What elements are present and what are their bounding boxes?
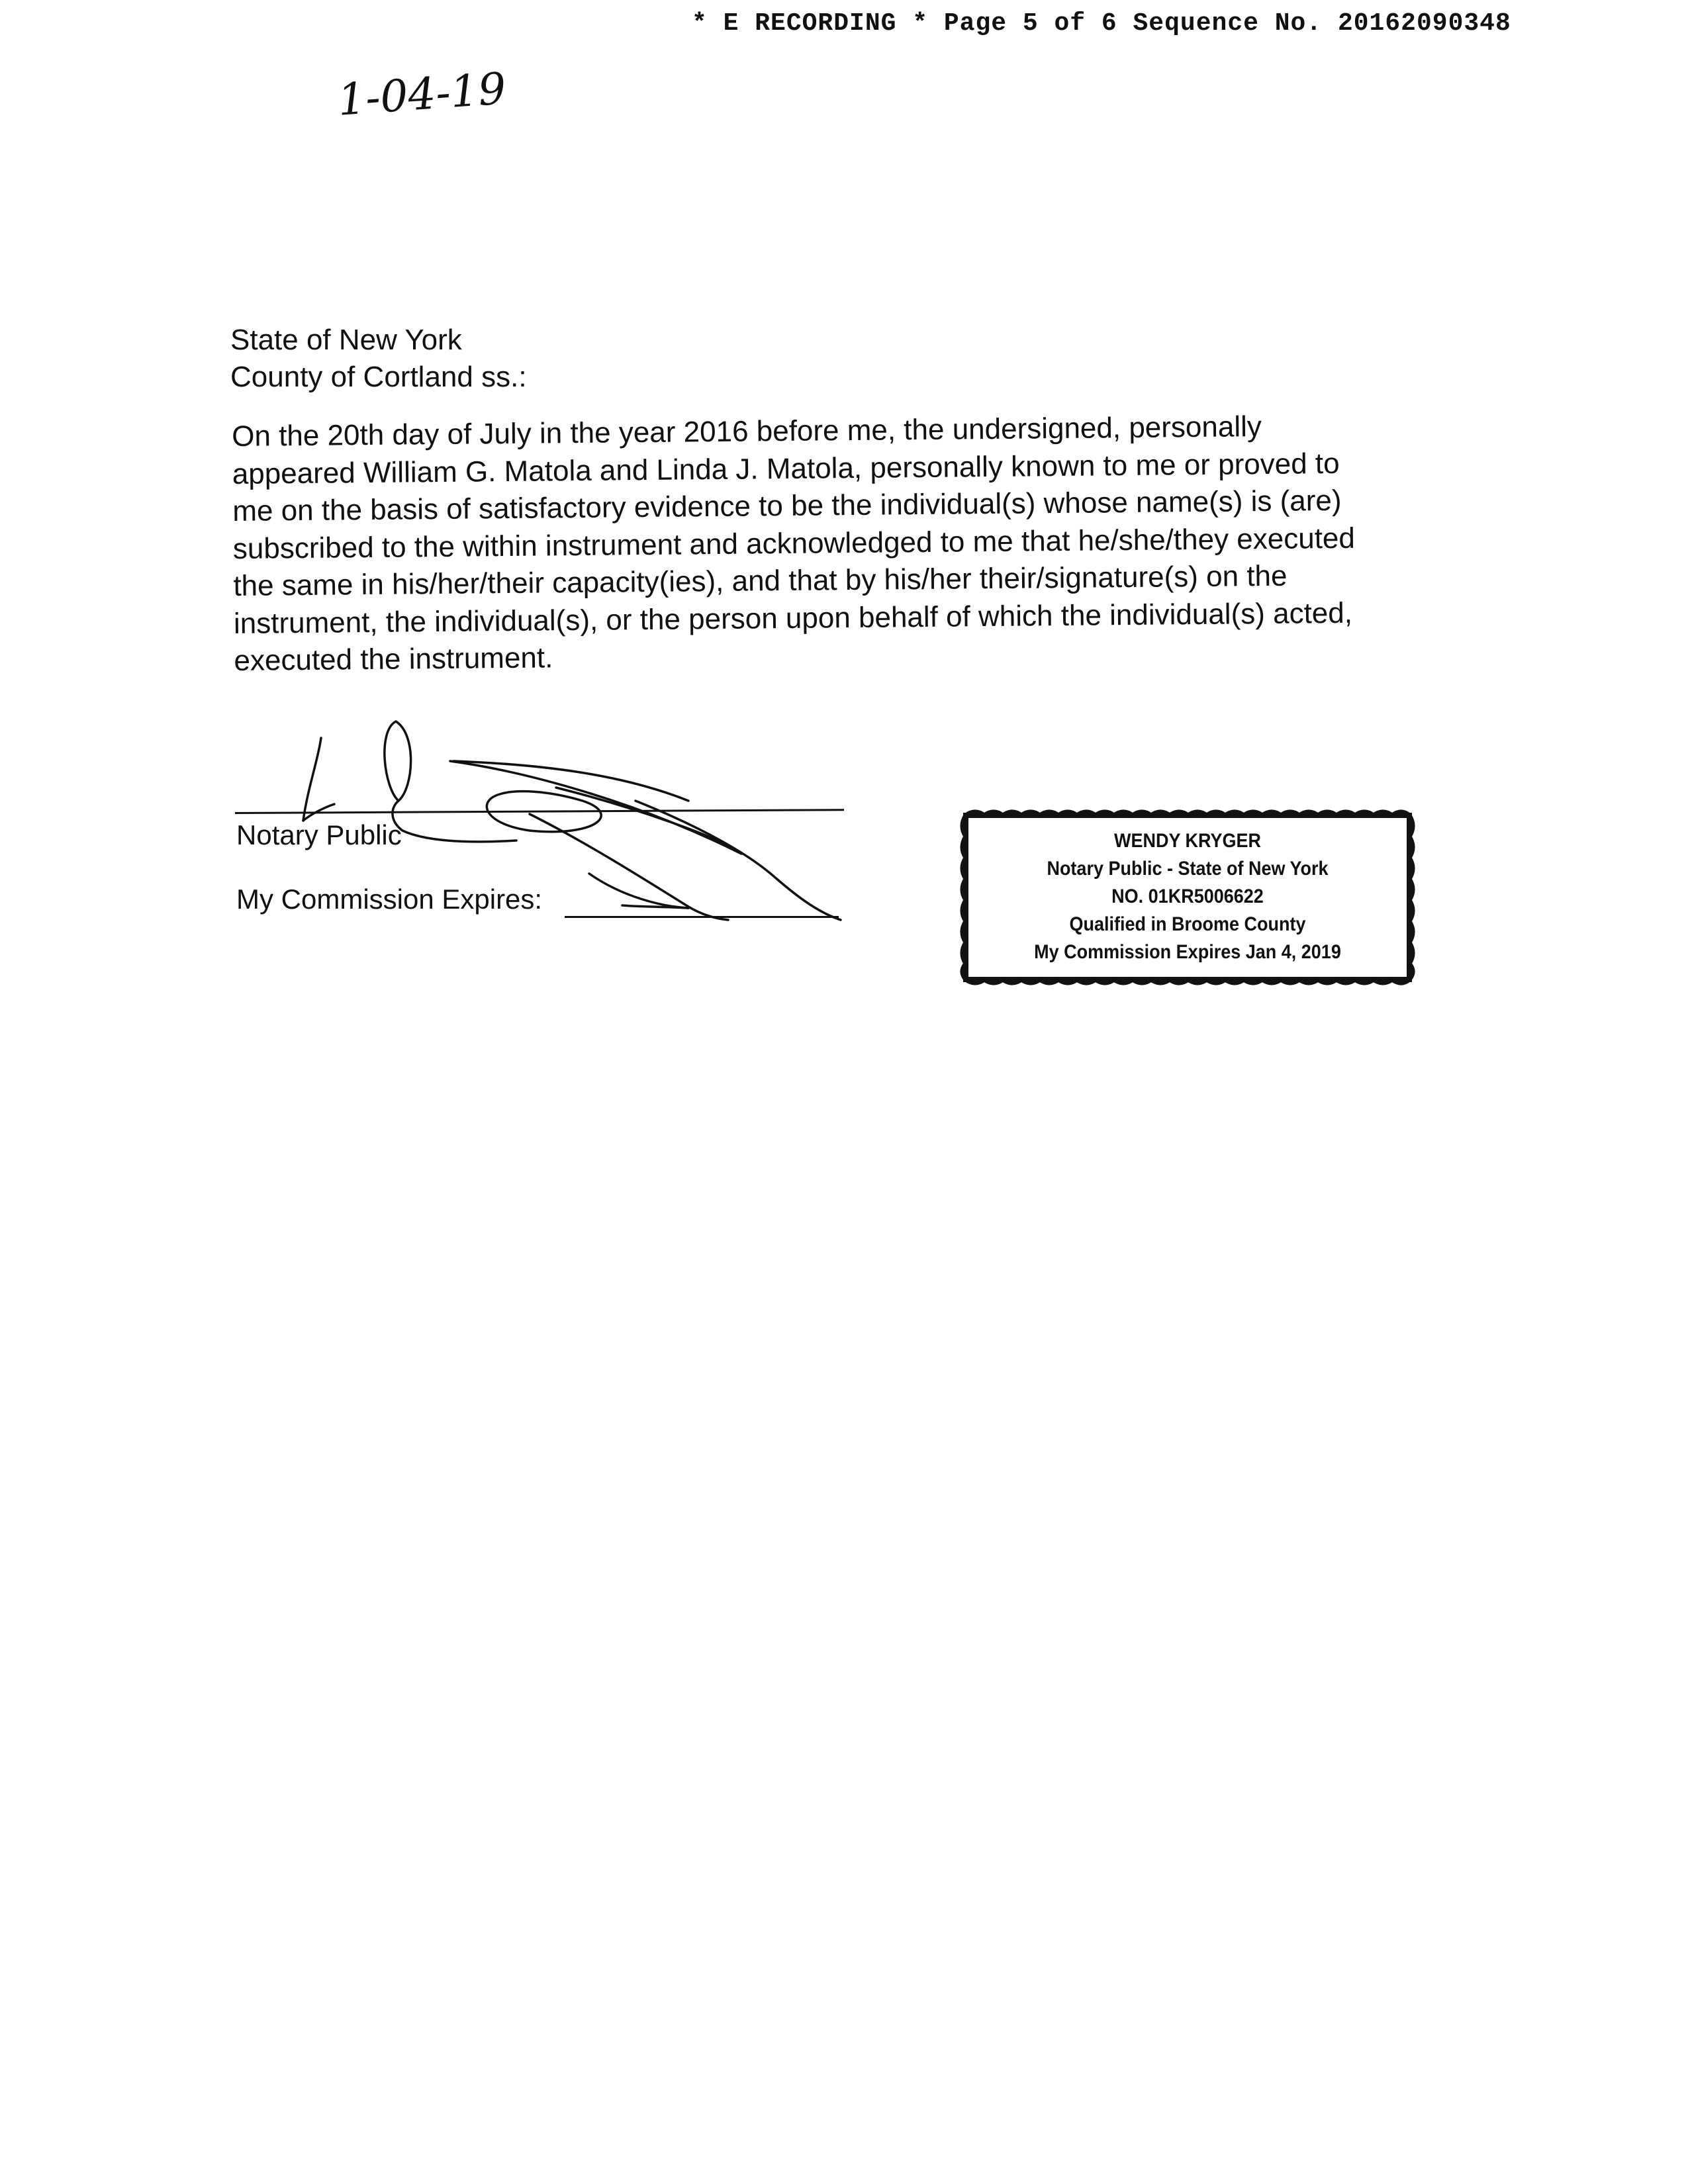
commission-expires-label: My Commission Expires: (236, 884, 543, 915)
stamp-expiration: My Commission Expires Jan 4, 2019 (1034, 941, 1341, 963)
stamp-text (1005, 827, 1371, 966)
venue-state: State of New York (230, 324, 462, 356)
stamp-title: Notary Public - State of New York (1047, 858, 1329, 880)
acknowledgment-line: me on the basis of satisfactory evidence to be the individual(s) whose name(s) is (are) (232, 484, 1342, 527)
notary-public-label: Notary Public (236, 819, 402, 850)
acknowledgment-line: subscribed to the within instrument and acknowledged to me that he/she/they executed (232, 522, 1356, 565)
acknowledgment-line: appeared William G. Matola and Linda J. Matola, personally known to me or proved to (232, 447, 1340, 490)
notary-stamp (958, 807, 1417, 987)
acknowledgment-line: On the 20th day of July in the year 2016 before me, the undersigned, personally (232, 410, 1262, 453)
handwritten-signature (225, 708, 986, 953)
acknowledgment-line: the same in his/her/their capacity(ies), and that by his/her their/signature(s) on the (233, 559, 1288, 602)
stamp-qualified: Qualified in Broome County (1069, 913, 1306, 935)
venue-block (230, 322, 527, 396)
stamp-number: NO. 01KR5006622 (1111, 886, 1264, 907)
handwritten-commission-date: 1-04-19 (336, 63, 508, 126)
recording-header: * E RECORDING * Page 5 of 6 Sequence No. 20162090348 (692, 9, 1511, 38)
acknowledgment-line: instrument, the individual(s), or the person upon behalf of which the individual(s) acted, (233, 596, 1353, 640)
acknowledgment-text (232, 407, 1426, 680)
acknowledgment-line: executed the instrument. (234, 641, 553, 677)
venue-county: County of Cortland ss.: (230, 361, 527, 393)
stamp-notary-name: WENDY KRYGER (1113, 830, 1262, 852)
